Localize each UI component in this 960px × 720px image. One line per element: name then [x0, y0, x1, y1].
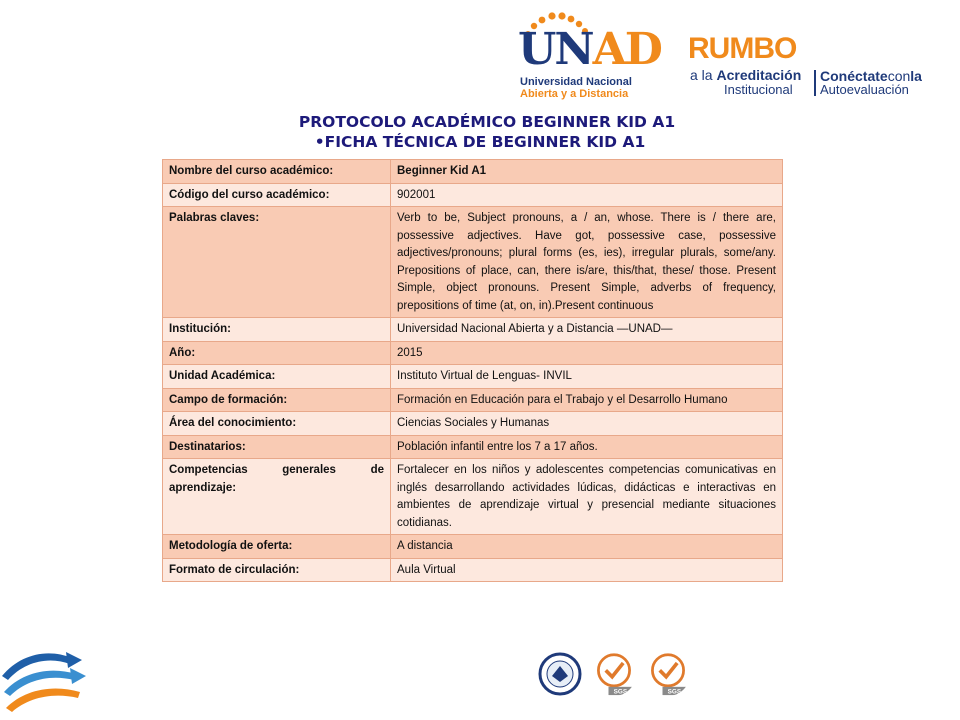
certification-badges [538, 652, 694, 704]
row-label: Destinatarios: [163, 435, 391, 459]
row-label: Formato de circulación: [163, 558, 391, 582]
rumbo-tagline-2: Institucional [724, 82, 793, 97]
row-label: Competencias generales de aprendizaje: [163, 459, 391, 535]
table-row [163, 207, 783, 318]
row-label: Campo de formación: [163, 388, 391, 412]
rumbo-tagline: a la Acreditación [690, 67, 802, 83]
row-value: Verb to be, Subject pronouns, a / an, whose. There is / there are, possessive adjectives. Have got, possessive case, possessive adjectives/pronouns; plural forms (es, ies), irregular plurals, some/any. Prepositions of place, can, there is/are, this/that, these/ those. Present Simple, object pronouns. Present Simple, adverbs of frequency, prepositions of time (at, on, in).Present continuous [391, 207, 783, 318]
table-row [163, 160, 783, 184]
unad-subtitle: Universidad Nacional Abierta y a Distancia [520, 76, 632, 100]
table-row [163, 341, 783, 365]
row-label: Unidad Académica: [163, 365, 391, 389]
table-row [163, 558, 783, 582]
unad-logo [518, 12, 661, 108]
row-label: Metodología de oferta: [163, 535, 391, 559]
icontec-seal-icon [538, 652, 582, 696]
table-row [163, 435, 783, 459]
row-value: A distancia [391, 535, 783, 559]
row-value: Población infantil entre los 7 a 17 años. [391, 435, 783, 459]
table-row [163, 183, 783, 207]
table-row [163, 365, 783, 389]
rumbo-autoevaluacion: Conéctateconla Autoevaluación [820, 68, 922, 97]
swoosh-decoration-icon [0, 636, 90, 720]
row-label: Área del conocimiento: [163, 412, 391, 436]
row-value: Universidad Nacional Abierta y a Distancia —UNAD— [391, 318, 783, 342]
rumbo-separator [814, 70, 816, 96]
row-label: Nombre del curso académico: [163, 160, 391, 184]
sgs-label: SGS [667, 688, 682, 696]
unad-wordmark: UNAD [518, 24, 661, 75]
row-value: Instituto Virtual de Lenguas- INVIL [391, 365, 783, 389]
row-value: 902001 [391, 183, 783, 207]
row-value: 2015 [391, 341, 783, 365]
page-subtitle: •FICHA TÉCNICA DE BEGINNER KID A1 [314, 133, 646, 151]
row-value: Beginner Kid A1 [391, 160, 783, 184]
row-label: Código del curso académico: [163, 183, 391, 207]
table-row [163, 412, 783, 436]
table-row [163, 318, 783, 342]
row-label: Institución: [163, 318, 391, 342]
rumbo-wordmark: RUMBO [688, 32, 797, 65]
row-value: Ciencias Sociales y Humanas [391, 412, 783, 436]
table-row [163, 459, 783, 535]
row-value: Formación en Educación para el Trabajo y el Desarrollo Humano [391, 388, 783, 412]
row-label: Año: [163, 341, 391, 365]
sgs-certification-icon [646, 652, 690, 696]
table-row [163, 535, 783, 559]
table-row [163, 388, 783, 412]
sgs-certification-icon [592, 652, 636, 696]
sgs-label: SGS [613, 688, 628, 696]
page-title: PROTOCOLO ACADÉMICO BEGINNER KID A1 [298, 113, 676, 131]
course-info-table [162, 159, 783, 582]
row-value: Fortalecer en los niños y adolescentes competencias comunicativas en inglés desarrollando actividades lúdicas, didácticas e interactivas en ambientes de aprendizaje virtual y presencial mediante situaciones cotidianas. [391, 459, 783, 535]
row-value: Aula Virtual [391, 558, 783, 582]
row-label: Palabras claves: [163, 207, 391, 318]
rumbo-acreditacion-logo [688, 34, 928, 100]
